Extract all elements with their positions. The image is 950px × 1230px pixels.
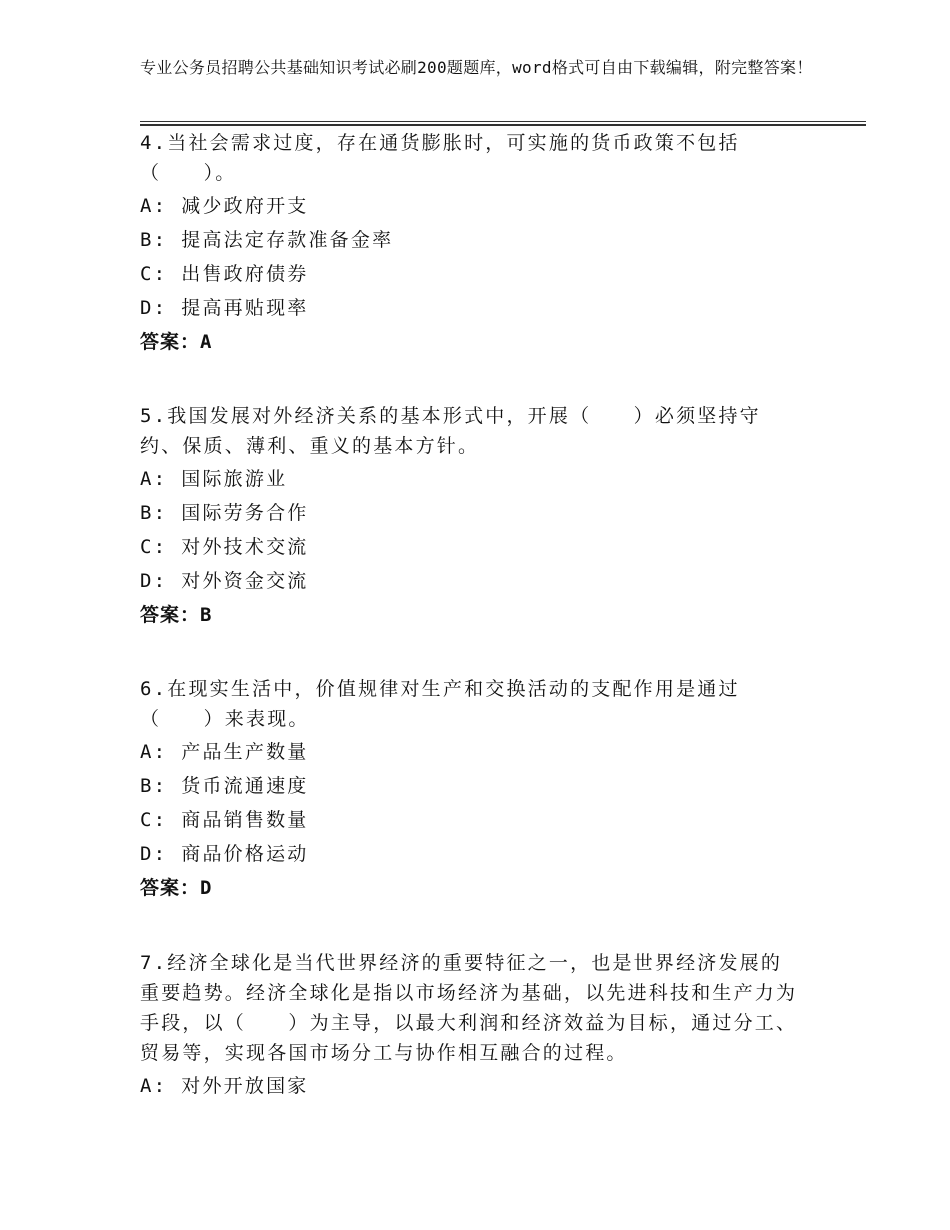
option-key: D: xyxy=(140,297,168,319)
option-text: 对外开放国家 xyxy=(181,1075,309,1097)
option-text: 产品生产数量 xyxy=(181,741,309,763)
option-text: 提高再贴现率 xyxy=(181,297,309,319)
option-key: A: xyxy=(140,468,168,490)
option-a xyxy=(140,189,800,223)
option-d xyxy=(140,837,800,871)
option-a xyxy=(140,735,800,769)
option-key: D: xyxy=(140,570,168,592)
question-stem: 6.在现实生活中，价值规律对生产和交换活动的支配作用是通过（ ）来表现。 xyxy=(140,678,740,730)
option-text: 国际旅游业 xyxy=(181,468,288,490)
option-b xyxy=(140,769,800,803)
option-key: B: xyxy=(140,775,168,797)
option-d xyxy=(140,291,800,325)
option-key: C: xyxy=(140,536,168,558)
option-text: 对外资金交流 xyxy=(181,570,309,592)
question-stem: 4.当社会需求过度，存在通货膨胀时，可实施的货币政策不包括（ ）。 xyxy=(140,132,740,184)
question-7 xyxy=(140,948,800,1103)
option-key: D: xyxy=(140,843,168,865)
header-rule-thick xyxy=(140,124,866,126)
question-5 xyxy=(140,401,800,632)
option-key: A: xyxy=(140,195,168,217)
document-header: 专业公务员招聘公共基础知识考试必刷200题题库，word格式可自由下载编辑，附完整答案！ xyxy=(140,58,813,77)
option-c xyxy=(140,803,800,837)
answer-label: 答案：B xyxy=(140,604,213,626)
option-b xyxy=(140,496,800,530)
header-rule-thin xyxy=(140,121,866,122)
answer-label: 答案：D xyxy=(140,877,213,899)
option-a xyxy=(140,1069,800,1103)
option-key: A: xyxy=(140,1075,168,1097)
question-stem: 5.我国发展对外经济关系的基本形式中，开展（ ）必须坚持守约、保质、薄利、重义的基本方针。 xyxy=(140,405,761,457)
question-6 xyxy=(140,674,800,905)
option-text: 对外技术交流 xyxy=(181,536,309,558)
option-c xyxy=(140,530,800,564)
option-text: 提高法定存款准备金率 xyxy=(181,229,394,251)
option-text: 减少政府开支 xyxy=(181,195,309,217)
option-key: B: xyxy=(140,229,168,251)
option-text: 货币流通速度 xyxy=(181,775,309,797)
option-text: 出售政府债券 xyxy=(181,263,309,285)
option-c xyxy=(140,257,800,291)
option-text: 商品销售数量 xyxy=(181,809,309,831)
option-text: 国际劳务合作 xyxy=(181,502,309,524)
option-b xyxy=(140,223,800,257)
option-d xyxy=(140,564,800,598)
option-key: C: xyxy=(140,809,168,831)
answer-label: 答案：A xyxy=(140,331,213,353)
option-key: A: xyxy=(140,741,168,763)
option-key: C: xyxy=(140,263,168,285)
option-key: B: xyxy=(140,502,168,524)
option-a xyxy=(140,462,800,496)
question-stem: 7.经济全球化是当代世界经济的重要特征之一，也是世界经济发展的重要趋势。经济全球化是指以市场经济为基础，以先进科技和生产力为手段，以（ ）为主导，以最大利润和经济效益为目标，通过分工、贸易等，实现各国市场分工与协作相互融合的过程。 xyxy=(140,952,798,1064)
option-text: 商品价格运动 xyxy=(181,843,309,865)
question-4 xyxy=(140,128,800,359)
